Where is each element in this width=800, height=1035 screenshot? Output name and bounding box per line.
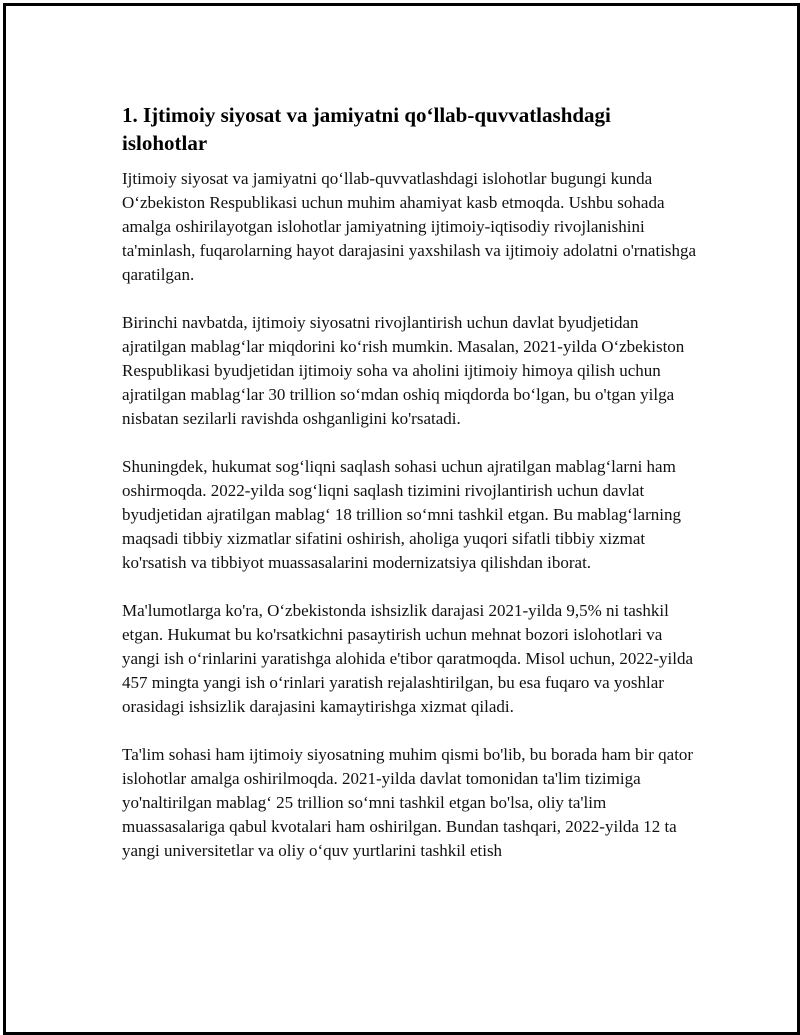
paragraph-budget: Birinchi navbatda, ijtimoiy siyosatni rivojlantirish uchun davlat byudjetidan ajratilgan mablag‘lar miqdorini ko‘rish mumkin. Masalan, 2021-yilda O‘zbekiston Respublikasi byudjetidan ijtimoiy soha va aholini ijtimoiy himoya qilish uchun ajratilgan mablag‘lar 30 trillion so‘mdan oshiq miqdorda bo‘lgan, bu o'tgan yilga nisbatan sezilarli ravishda oshganligini ko'rsatadi. (122, 313, 685, 428)
paragraph-healthcare: Shuningdek, hukumat sog‘liqni saqlash sohasi uchun ajratilgan mablag‘larni ham oshirmoqda. 2022-yilda sog‘liqni saqlash tizimini rivojlantirish uchun davlat byudjetidan ajratilgan mablag‘ 18 trillion so‘mni tashkil etgan. Bu mablag‘larning maqsadi tibbiy xizmatlar sifatini oshirish, aholiga yuqori sifatli tibbiy xizmat ko'rsatish va tibbiyot muassasalarini modernizatsiya qilishdan iborat. (122, 457, 681, 572)
page-frame (3, 3, 800, 1035)
paragraph-intro: Ijtimoiy siyosat va jamiyatni qo‘llab-quvvatlashdagi islohotlar bugungi kunda O‘zbekiston Respublikasi uchun muhim ahamiyat kasb etmoqda. Ushbu sohada amalga oshirilayotgan islohotlar jamiyatning ijtimoiy-iqtisodiy rivojlanishini ta'minlash, fuqarolarning hayot darajasini yaxshilash va ijtimoiy adolatni o'rnatishga qaratilgan. (122, 169, 697, 284)
paragraph-education: Ta'lim sohasi ham ijtimoiy siyosatning muhim qismi bo'lib, bu borada ham bir qator islohotlar amalga oshirilmoqda. 2021-yilda davlat tomonidan ta'lim tizimiga yo'naltirilgan mablag‘ 25 trillion so‘mni tashkil etgan bo'lsa, oliy ta'lim muassasalariga qabul kvotalari ham oshirilgan. Bundan tashqari, 2022-yilda 12 ta yangi universitetlar va oliy o‘quv yurtlarini tashkil etish (122, 745, 694, 860)
document-body (122, 101, 697, 887)
section-heading: 1. Ijtimoiy siyosat va jamiyatni qo‘llab-quvvatlashdagi islohotlar (122, 103, 611, 155)
paragraph-unemployment: Ma'lumotlarga ko'ra, O‘zbekistonda ishsizlik darajasi 2021-yilda 9,5% ni tashkil etgan. Hukumat bu ko'rsatkichni pasaytirish uchun mehnat bozori islohotlari va yangi ish o‘rinlarini yaratishga alohida e'tibor qaratmoqda. Misol uchun, 2022-yilda 457 mingta yangi ish o‘rinlari yaratish rejalashtirilgan, bu esa fuqaro va yoshlar orasidagi ishsizlik darajasini kamaytirishga xizmat qiladi. (122, 601, 694, 716)
